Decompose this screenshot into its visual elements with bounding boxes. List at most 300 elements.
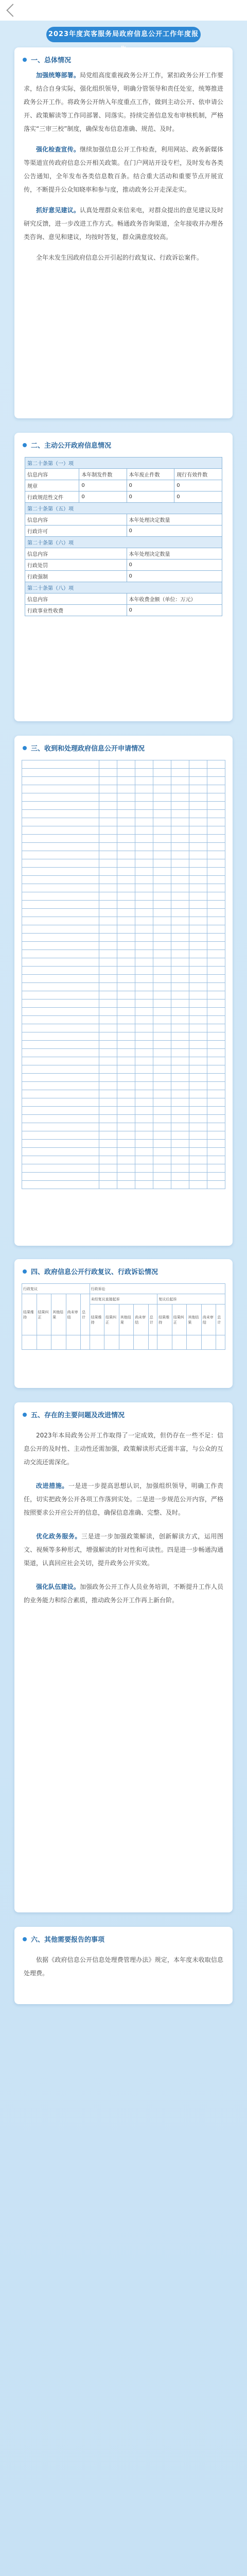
table-cell [117,983,135,991]
table-cell [153,917,171,925]
table-cell [207,901,225,909]
table-cell [99,1107,117,1115]
table-row [22,760,225,769]
table-cell [99,826,117,835]
table-header-cell: 本年制发件数 [79,469,127,480]
table-cell [22,1115,99,1123]
table-cell [135,1156,153,1164]
table-row [22,1090,225,1098]
table-cell [117,1140,135,1148]
table-cell [153,859,171,868]
table-cell [171,760,189,769]
section-other-matters-card [14,1927,233,2004]
table-cell [117,958,135,967]
table-cell [153,876,171,884]
table-cell [189,1008,207,1016]
table-cell [135,826,153,835]
table-cell [117,777,135,785]
table-cell [153,810,171,818]
table-cell [171,1107,189,1115]
table-cell [171,769,189,777]
table-cell [153,1181,171,1189]
table-cell: 0 [79,492,127,503]
table-cell [207,760,225,769]
table-cell [117,950,135,958]
table-row [22,884,225,892]
table-cell: 0 [127,571,222,582]
table-cell: 规章 [25,480,79,492]
table-cell [99,909,117,917]
table-cell [135,1181,153,1189]
table-row [25,571,222,582]
table-row [22,1115,225,1123]
table-row [22,958,225,967]
table-cell [153,950,171,958]
paragraph-label: 强化队伍建设。 [36,1583,80,1590]
table-cell [207,1065,225,1074]
table-row [22,1181,225,1189]
table-cell [99,1123,117,1131]
table-cell [22,1123,99,1131]
table-wrap [14,454,233,619]
table-cell [135,1049,153,1057]
paragraph-text: 三是进一步加强政策解读，创新解读方式，运用图文、视频等多种形式，增强解读的针对性和可读性。四是进一步畅通沟通渠道，认真回应社会关切，提升政务公开实效。 [24,1533,223,1567]
table-cell [207,851,225,859]
table-cell [207,868,225,876]
table-cell [207,1131,225,1140]
section-heading [14,1259,233,1280]
table-cell [135,917,153,925]
section-title: 三、收到和处理政府信息公开申请情况 [31,745,145,753]
section-general-card [14,47,233,418]
table-cell [135,1041,153,1049]
table-cell [135,975,153,983]
paragraph [14,204,233,244]
table-cell [135,851,153,859]
table-cell [99,760,117,769]
table-cell [171,1049,189,1057]
table-cell [99,793,117,802]
table-cell [153,769,171,777]
table-cell [135,777,153,785]
table-cell [99,1041,117,1049]
table-cell [135,1107,153,1115]
report-title-banner: 2023年度宾客服务局政府信息公开工作年度报 [46,27,201,42]
applications-table [22,760,225,1189]
table-cell [153,1098,171,1107]
table-cell [117,868,135,876]
table-cell [171,925,189,934]
table-row [22,769,225,777]
table-cell [207,925,225,934]
table-row [22,975,225,983]
table-cell [189,1148,207,1156]
table-cell [99,1115,117,1123]
table-cell [99,967,117,975]
paragraph [14,1953,233,1980]
table-cell [153,1032,171,1041]
table-cell [153,1156,171,1164]
table-cell [99,868,117,876]
table-cell [153,1049,171,1057]
table-cell [99,901,117,909]
table-row [22,785,225,793]
table-cell [135,859,153,868]
table-cell [135,868,153,876]
table-cell [207,1181,225,1189]
table-cell [99,999,117,1008]
table-cell [189,802,207,810]
table-cell [189,1074,207,1082]
table-cell [99,843,117,851]
table-cell [153,958,171,967]
table-cell [119,1335,134,1350]
table-row [22,876,225,884]
section-title: 四、政府信息公开行政复议、行政诉讼情况 [31,1268,158,1276]
table-cell [22,1065,99,1074]
paragraph-label: 抓好意见建议。 [36,207,80,214]
table-cell [135,925,153,934]
table-cell [207,835,225,843]
table-cell [135,818,153,826]
table-cell [22,975,99,983]
table-cell [117,1082,135,1090]
table-cell [187,1335,202,1350]
table-cell [117,818,135,826]
paragraph-text: 依据《政府信息公开信息处理费管理办法》规定，本年度未收取信息处理费。 [24,1956,223,1977]
table-cell [153,925,171,934]
table-header-cell: 信息内容 [25,594,127,605]
table-cell [104,1335,119,1350]
table-cell [153,1008,171,1016]
table-cell [99,958,117,967]
paragraph-text: 2023年本局政务公开工作取得了一定成效，但仍存在一些不足：信息公开的及时性、主动性还需加强，政策解读形式还需丰富，与公众的互动交流还需深化。 [24,1432,223,1466]
bullet-dot-icon [23,58,27,62]
table-cell [207,1123,225,1131]
table-header-cell: 结果维持 [22,1294,37,1335]
table-cell [171,843,189,851]
bullet-dot-icon [23,1413,27,1417]
table-cell [22,818,99,826]
table-cell [207,785,225,793]
section-heading [14,736,233,757]
table-cell [207,958,225,967]
review-litigation-table [22,1283,225,1350]
table-cell [171,975,189,983]
table-cell [22,1140,99,1148]
table-cell [117,793,135,802]
table-cell [201,1335,216,1350]
table-cell [117,1123,135,1131]
table-row [22,777,225,785]
table-cell [22,958,99,967]
table-cell: 0 [127,605,222,616]
table-cell [171,917,189,925]
table-header-cell: 尚未审结 [201,1304,216,1335]
table-cell [171,1024,189,1032]
table-cell [99,1090,117,1098]
table-cell [171,1156,189,1164]
table-row [22,1098,225,1107]
table-cell [171,1074,189,1082]
table-cell [99,769,117,777]
paragraph-text: 一是进一步提高思想认识，加强组织领导，明确工作责任，切实把政务公开各项工作落到实处。二是进一步规范公开内容，严格按照要求公开应公开的信息，确保信息准确、完整、及时。 [24,1482,223,1516]
table-cell: 0 [127,560,222,571]
table-cell [171,785,189,793]
table-cell [207,802,225,810]
table-cell [135,1082,153,1090]
table-cell [135,1008,153,1016]
bullet-dot-icon [23,746,27,750]
table-cell [117,1164,135,1173]
table-header-cell: 尚未审结 [66,1294,81,1335]
table-cell [189,1041,207,1049]
table-cell [135,901,153,909]
section-title: 一、总体情况 [31,57,72,64]
table-cell [189,793,207,802]
section-heading [14,47,233,69]
table-cell [117,967,135,975]
table-cell [117,991,135,999]
table-cell [171,884,189,892]
paragraph [14,1479,233,1519]
table-header-cell: 尚未审结 [134,1304,149,1335]
table-cell [22,1049,99,1057]
table-row [22,1057,225,1065]
table-cell [171,1115,189,1123]
table-cell [99,1032,117,1041]
table-cell [189,1082,207,1090]
table-cell [22,1107,99,1115]
table-cell [22,967,99,975]
table-cell [117,999,135,1008]
table-header-cell: 结果纠正 [37,1294,51,1335]
table-cell [207,950,225,958]
table-cell [135,1024,153,1032]
table-cell [22,1024,99,1032]
table-cell [135,876,153,884]
table-cell [207,859,225,868]
table-row [22,1074,225,1082]
active-disclosure-table [25,457,222,616]
table-row [22,1173,225,1181]
table-cell [117,760,135,769]
table-cell [153,785,171,793]
table-cell [135,967,153,975]
table-cell [135,884,153,892]
table-cell [153,835,171,843]
paragraph [14,251,233,264]
table-cell [117,843,135,851]
table-cell [22,991,99,999]
table-cell [153,1074,171,1082]
table-cell [153,892,171,901]
table-cell [99,1098,117,1107]
table-cell [99,892,117,901]
table-cell [99,1140,117,1148]
table-cell [22,917,99,925]
table-cell [171,818,189,826]
back-arrow-icon[interactable] [6,4,19,16]
table-cell [207,1090,225,1098]
table-cell [207,1140,225,1148]
table-cell [153,1140,171,1148]
table-cell [117,1156,135,1164]
section-heading [14,1927,233,1948]
table-cell [22,892,99,901]
table-cell [153,1148,171,1156]
table-cell [207,1156,225,1164]
table-row [22,1164,225,1173]
table-cell [117,1115,135,1123]
table-cell [22,925,99,934]
table-cell [117,909,135,917]
table-cell [189,1115,207,1123]
table-cell [189,810,207,818]
table-header-cell: 本年处理决定数量 [127,548,222,560]
table-header-cell: 结果纠正 [172,1304,187,1335]
table-cell [153,777,171,785]
table-cell [22,1181,99,1189]
table-cell [153,901,171,909]
table-header-cell: 其他结果 [51,1294,66,1335]
table-cell [207,934,225,942]
table-cell [22,777,99,785]
table-cell [99,1008,117,1016]
table-cell [207,777,225,785]
table-cell [171,901,189,909]
table-cell [171,777,189,785]
table-cell [135,1032,153,1041]
table-cell [153,909,171,917]
section-heading [14,1402,233,1423]
table-cell [153,991,171,999]
table-header-cell: 信息内容 [25,514,127,526]
table-cell [189,950,207,958]
table-cell: 0 [127,492,174,503]
table-row [22,1016,225,1024]
table-cell [189,892,207,901]
table-cell [117,1057,135,1065]
table-cell [153,934,171,942]
table-cell [99,1156,117,1164]
table-cell [117,975,135,983]
table-cell [189,826,207,835]
table-cell [117,1016,135,1024]
table-cell [171,876,189,884]
table-cell [22,843,99,851]
table-cell [135,1074,153,1082]
table-cell [22,793,99,802]
table-cell [153,1107,171,1115]
table-cell [135,769,153,777]
table-cell [22,950,99,958]
table-cell [207,1057,225,1065]
table-cell [99,991,117,999]
paragraph [14,1580,233,1607]
table-cell [117,1131,135,1140]
table-cell [135,958,153,967]
section-applications-card [14,736,233,1246]
table-cell [171,934,189,942]
table-row [22,1107,225,1115]
table-cell [99,1049,117,1057]
table-cell [22,859,99,868]
table-cell [171,1057,189,1065]
table-cell [207,818,225,826]
table-row [22,818,225,826]
table-cell [207,975,225,983]
table-row [22,967,225,975]
table-cell [189,760,207,769]
table-cell [99,884,117,892]
table-row [22,999,225,1008]
table-cell [22,810,99,818]
table-row [22,1140,225,1148]
table-group-header: 行政复议 [22,1284,90,1294]
table-cell [99,859,117,868]
table-cell [171,1173,189,1181]
table-cell [153,868,171,876]
table-cell [22,1074,99,1082]
table-cell [153,851,171,859]
table-cell [99,934,117,942]
table-cell [171,1082,189,1090]
table-row [22,835,225,843]
table-cell [189,843,207,851]
table-cell [171,859,189,868]
table-header-cell: 现行有效件数 [174,469,222,480]
table-cell [99,777,117,785]
table-cell [135,892,153,901]
table-cell: 0 [127,526,222,537]
table-cell [51,1335,66,1350]
table-cell [207,876,225,884]
table-cell [99,1074,117,1082]
table-cell [99,785,117,793]
table-cell [207,793,225,802]
table-cell [135,835,153,843]
table-row [22,868,225,876]
table-header-cell: 复议后起诉 [157,1294,225,1304]
table-cell [22,909,99,917]
table-cell [189,1131,207,1140]
table-cell [117,810,135,818]
table-header-cell: 总计 [81,1294,90,1335]
table-cell [99,1148,117,1156]
table-wrap [14,1280,233,1353]
table-cell [135,1164,153,1173]
table-cell [153,942,171,950]
table-cell [135,843,153,851]
table-header-cell: 其他结果 [187,1304,202,1335]
table-cell [171,1008,189,1016]
table-cell [189,1107,207,1115]
table-cell [135,950,153,958]
table-cell [153,1173,171,1181]
table-cell [22,1008,99,1016]
table-cell [171,1148,189,1156]
table-cell [171,1123,189,1131]
table-row [25,560,222,571]
table-cell [189,1140,207,1148]
table-cell [207,769,225,777]
table-cell [189,868,207,876]
table-cell [189,859,207,868]
table-cell [22,760,99,769]
table-row [22,1131,225,1140]
table-cell [207,942,225,950]
